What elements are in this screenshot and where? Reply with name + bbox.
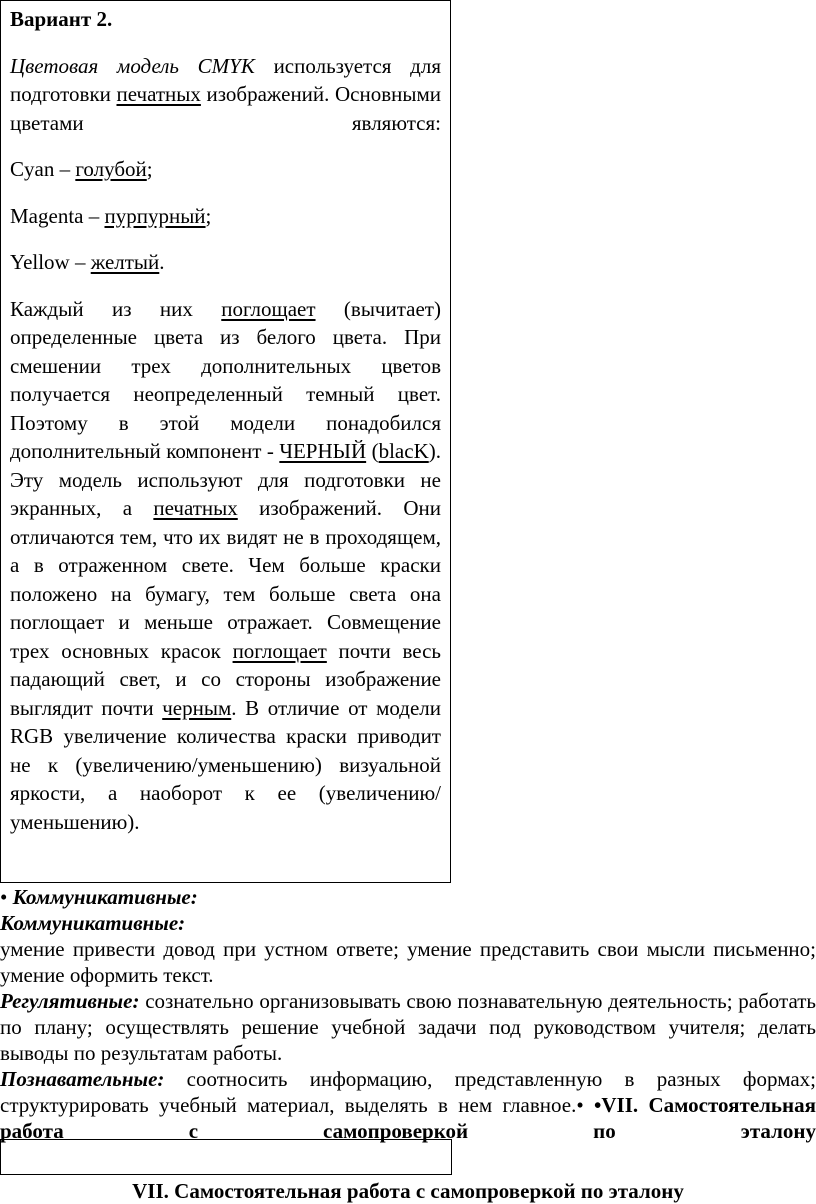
main-text-f: почти весь падающий свет, и со стороны изображение выглядит почти — [10, 638, 441, 720]
bullet-heading-line — [0, 884, 816, 910]
yellow-label: Yellow – — [10, 250, 91, 274]
comm-text: умение привести довод при устном ответе; умение представить свои мысли письменно; умение оформить текст. — [0, 937, 816, 987]
section-title: VII. Самостоятельная работа с самопроверкой по эталону — [132, 1179, 684, 1203]
cog-text: соотносить информацию, представленную в разных формах; структурировать учебный материал, выделять в нем главное. — [0, 1067, 816, 1117]
reg-paragraph — [0, 988, 816, 1066]
main-text-c: ( — [366, 439, 379, 463]
yellow-punct: . — [159, 250, 165, 274]
cog-tail: •VII. Самостоятельная работа с самопроверкой по эталону — [0, 1093, 816, 1143]
magenta-line — [10, 202, 441, 231]
intro-italic: Цветовая модель CMYK — [10, 53, 255, 78]
empty-answer-box — [0, 1139, 452, 1175]
main-u-printed: печатных — [153, 496, 238, 520]
bullet-heading: Коммуникативные: — [12, 885, 198, 909]
section-title-block — [0, 1178, 816, 1204]
magenta-punct: ; — [205, 203, 212, 228]
main-u-absorbs-2: поглощает — [232, 638, 327, 663]
cog-paragraph — [0, 1066, 816, 1144]
intro-paragraph — [10, 52, 441, 138]
main-u-black: ЧЕРНЫЙ — [279, 439, 367, 463]
yellow-line — [10, 248, 441, 277]
cyan-value: голубой — [75, 157, 147, 181]
main-paragraph — [10, 295, 441, 837]
intro-text-2: изображений. Основными цветами являются: — [10, 82, 442, 135]
cyan-line — [10, 155, 441, 184]
main-text-e: изображений. Они отличаются тем, что их видят не в проходящем, а в отраженном свете. Чем больше краски положено на бумагу, тем больше света она поглощает и меньше отражает. Совмещение трех основных красок — [10, 496, 441, 663]
main-u-black-k: blacK — [378, 439, 429, 463]
competencies-section — [0, 884, 816, 1144]
variant-title: Вариант 2. — [10, 7, 113, 31]
yellow-value: желтый — [90, 250, 160, 274]
main-text-d: ). Эту модель используют для подготовки не экранных, а — [10, 439, 441, 520]
intro-text-1: используется для подготовки — [10, 53, 441, 106]
cog-heading: Познавательные: — [0, 1067, 165, 1091]
main-u-black-2: черным — [162, 695, 232, 720]
cyan-punct: ; — [146, 157, 153, 181]
main-text-g: . В отличие от модели RGB увеличение количества краски приводит не к (увеличению/уменьшению) визуальной яркости, а наоборот к ее (увеличению/уменьшению). — [10, 695, 441, 834]
main-text-b: (вычитает) определенные цвета из белого цвета. При смешении трех дополнительных цветов получается неопределенный темный цвет. Поэтому в этой модели понадобился дополнительный компонент - — [10, 296, 441, 463]
intro-underlined-printed: печатных — [116, 82, 201, 106]
variant-box — [0, 0, 451, 883]
cyan-label: Cyan – — [10, 157, 76, 181]
reg-heading: Регулятивные: — [0, 989, 140, 1013]
main-text-a: Каждый из них — [10, 296, 222, 321]
magenta-value: пурпурный — [104, 203, 206, 228]
bullet-icon-2: • — [576, 1093, 595, 1117]
reg-text: сознательно организовывать свою познавательную деятельность; работать по плану; осуществлять решение учебной задачи под руководством учителя; делать выводы по результатам работы. — [0, 989, 816, 1065]
bullet-icon: • — [0, 885, 13, 909]
main-u-absorbs: поглощает — [221, 296, 316, 321]
magenta-label: Magenta – — [10, 203, 105, 228]
comm-heading-line — [0, 910, 816, 936]
comm-heading: Коммуникативные: — [0, 911, 186, 935]
